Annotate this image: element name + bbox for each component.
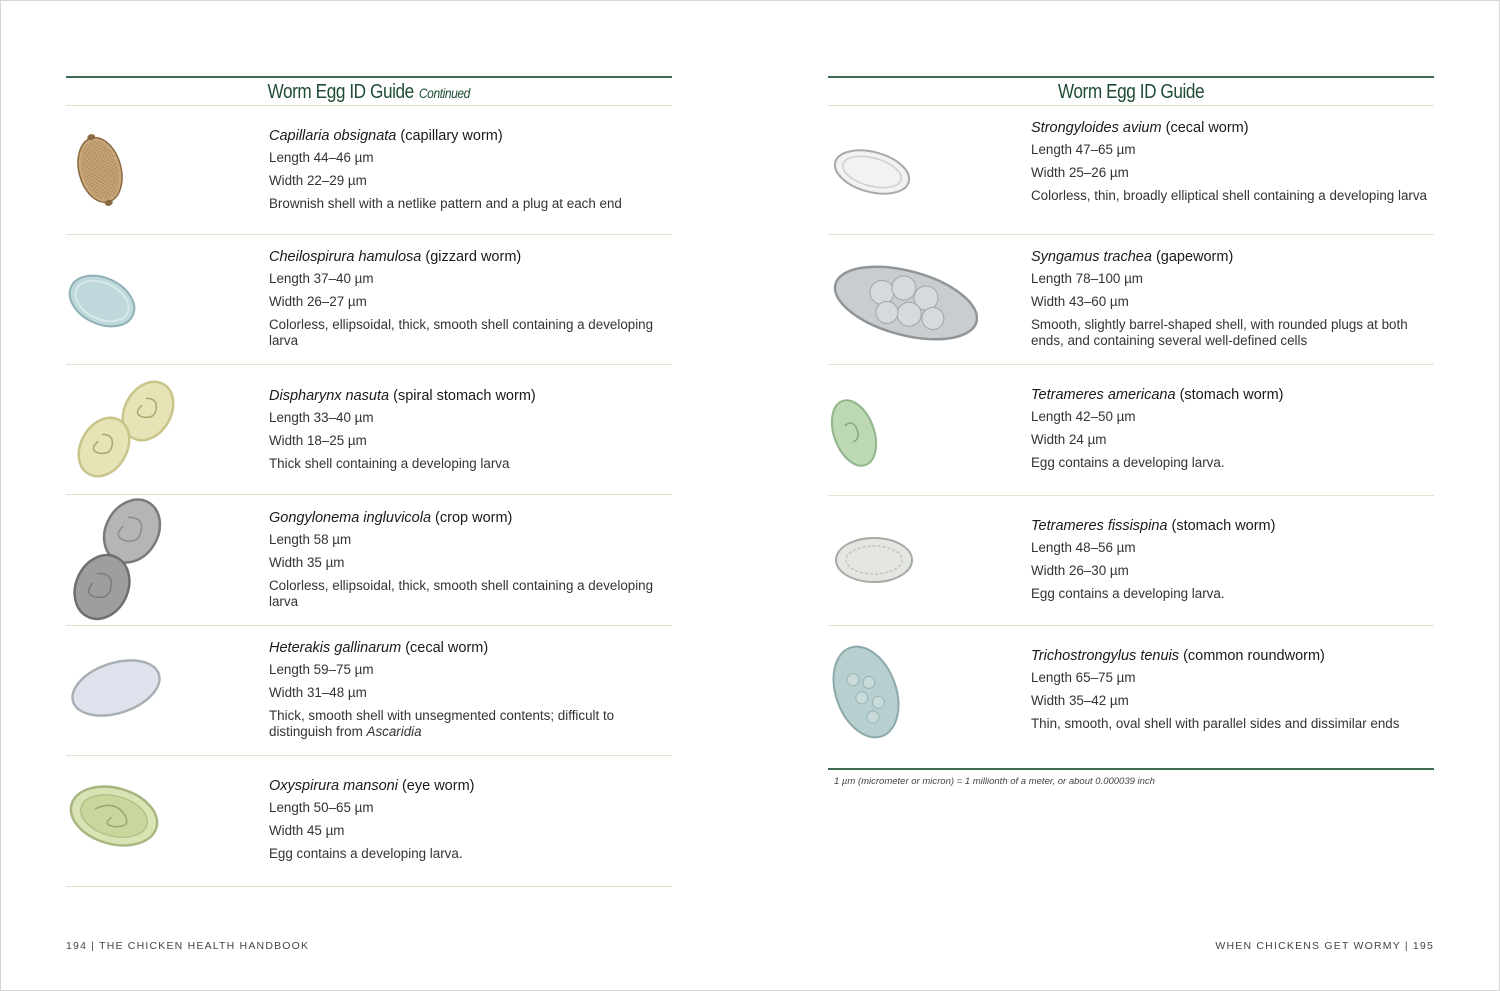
egg-description: Brownish shell with a netlike pattern and a plug at each end xyxy=(269,196,622,211)
egg-name: Heterakis gallinarum (cecal worm) xyxy=(269,640,489,656)
egg-illustration xyxy=(66,756,216,886)
guide-header xyxy=(66,76,672,106)
egg-description: Egg contains a developing larva. xyxy=(1031,586,1225,601)
egg-length: Length 44–46 µm xyxy=(269,150,374,165)
egg-entry xyxy=(66,365,672,495)
egg-description: Egg contains a developing larva. xyxy=(269,846,463,861)
egg-entry xyxy=(828,106,1434,235)
footnote: 1 µm (micrometer or micron) = 1 millionth of a meter, or about 0.000039 inch xyxy=(834,776,1155,787)
egg-length: Length 47–65 µm xyxy=(1031,142,1136,157)
egg-entry xyxy=(828,626,1434,770)
guide-header xyxy=(828,76,1434,106)
guide-title: Worm Egg ID Guide xyxy=(1057,81,1205,103)
egg-length: Length 37–40 µm xyxy=(269,271,374,286)
egg-illustration xyxy=(828,496,978,625)
egg-description-italic: Ascaridia xyxy=(366,724,422,739)
egg-text xyxy=(269,128,666,212)
egg-description: Colorless, thin, broadly elliptical shell containing a developing larva xyxy=(1031,188,1427,203)
egg-length: Length 65–75 µm xyxy=(1031,670,1136,685)
egg-description: Thick, smooth shell with unsegmented contents; difficult to distinguish from Ascaridia xyxy=(269,708,615,739)
egg-width: Width 31–48 µm xyxy=(269,685,367,700)
egg-name: Syngamus trachea (gapeworm) xyxy=(1031,249,1234,265)
egg-length: Length 42–50 µm xyxy=(1031,409,1136,424)
egg-illustration xyxy=(66,495,216,625)
egg-entry xyxy=(66,626,672,756)
egg-entry xyxy=(66,756,672,887)
egg-name: Tetrameres americana (stomach worm) xyxy=(1031,387,1284,403)
guide-title: Worm Egg ID Guide Continued xyxy=(267,81,471,103)
egg-description: Thick shell containing a developing larva xyxy=(269,456,510,471)
egg-width: Width 24 µm xyxy=(1031,432,1107,447)
egg-name: Oxyspirura mansoni (eye worm) xyxy=(269,778,475,794)
egg-illustration xyxy=(66,365,216,494)
egg-text xyxy=(1031,387,1428,471)
egg-length: Length 50–65 µm xyxy=(269,800,374,815)
egg-length: Length 58 µm xyxy=(269,532,352,547)
egg-illustration xyxy=(828,626,978,768)
guide-subtitle: Continued xyxy=(419,85,471,101)
tetrameres-americana-egg-icon xyxy=(828,365,978,495)
egg-entry xyxy=(66,106,672,235)
heterakis-egg-icon xyxy=(66,626,216,755)
gongylonema-egg-icon xyxy=(66,495,216,625)
egg-text xyxy=(269,249,666,349)
egg-description: Thin, smooth, oval shell with parallel sides and dissimilar ends xyxy=(1031,716,1400,731)
egg-description: Colorless, ellipsoidal, thick, smooth shell containing a developing larva xyxy=(269,578,654,609)
egg-entry xyxy=(828,235,1434,365)
egg-description: Colorless, ellipsoidal, thick, smooth shell containing a developing larva xyxy=(269,317,654,348)
page-folio-left: 194 | THE CHICKEN HEALTH HANDBOOK xyxy=(66,940,310,952)
egg-name: Trichostrongylus tenuis (common roundworm) xyxy=(1031,648,1325,664)
egg-text xyxy=(1031,648,1428,732)
egg-entry xyxy=(828,496,1434,626)
egg-name: Cheilospirura hamulosa (gizzard worm) xyxy=(269,249,522,265)
egg-illustration xyxy=(66,106,216,234)
egg-description: Smooth, slightly barrel-shaped shell, with rounded plugs at both ends, and containing several well-defined cells xyxy=(1031,317,1408,348)
egg-name: Strongyloides avium (cecal worm) xyxy=(1031,120,1249,136)
egg-text xyxy=(1031,249,1428,349)
egg-width: Width 26–30 µm xyxy=(1031,563,1129,578)
egg-illustration xyxy=(66,235,216,364)
egg-entry xyxy=(828,365,1434,496)
egg-text xyxy=(1031,120,1428,204)
right-page xyxy=(828,76,1434,787)
egg-text xyxy=(1031,518,1428,602)
trichostrongylus-egg-icon xyxy=(828,626,978,768)
capillaria-egg-icon xyxy=(66,106,216,234)
egg-name: Tetrameres fissispina (stomach worm) xyxy=(1031,518,1276,534)
egg-width: Width 43–60 µm xyxy=(1031,294,1129,309)
egg-name: Dispharynx nasuta (spiral stomach worm) xyxy=(269,388,536,404)
egg-text xyxy=(269,778,666,862)
egg-width: Width 22–29 µm xyxy=(269,173,367,188)
left-page xyxy=(66,76,672,887)
egg-entry xyxy=(66,235,672,365)
egg-name: Gongylonema ingluvicola (crop worm) xyxy=(269,510,513,526)
oxyspirura-egg-icon xyxy=(66,756,216,886)
egg-illustration xyxy=(828,106,978,234)
egg-name: Capillaria obsignata (capillary worm) xyxy=(269,128,503,144)
strongyloides-egg-icon xyxy=(828,106,978,234)
dispharynx-egg-icon xyxy=(66,365,216,494)
egg-width: Width 18–25 µm xyxy=(269,433,367,448)
egg-text xyxy=(269,510,666,610)
egg-illustration xyxy=(66,626,216,755)
cheilospirura-egg-icon xyxy=(66,235,216,364)
egg-entry xyxy=(66,495,672,626)
egg-illustration xyxy=(828,365,978,495)
egg-length: Length 78–100 µm xyxy=(1031,271,1143,286)
egg-width: Width 25–26 µm xyxy=(1031,165,1129,180)
tetrameres-fissispina-egg-icon xyxy=(828,496,978,625)
egg-length: Length 48–56 µm xyxy=(1031,540,1136,555)
egg-length: Length 59–75 µm xyxy=(269,662,374,677)
egg-length: Length 33–40 µm xyxy=(269,410,374,425)
egg-width: Width 35 µm xyxy=(269,555,345,570)
syngamus-egg-icon xyxy=(828,235,978,364)
egg-width: Width 35–42 µm xyxy=(1031,693,1129,708)
page-folio-right: WHEN CHICKENS GET WORMY | 195 xyxy=(1215,940,1434,952)
egg-width: Width 26–27 µm xyxy=(269,294,367,309)
egg-text xyxy=(269,640,666,740)
egg-illustration xyxy=(828,235,978,364)
egg-text xyxy=(269,388,666,472)
egg-description: Egg contains a developing larva. xyxy=(1031,455,1225,470)
egg-width: Width 45 µm xyxy=(269,823,345,838)
